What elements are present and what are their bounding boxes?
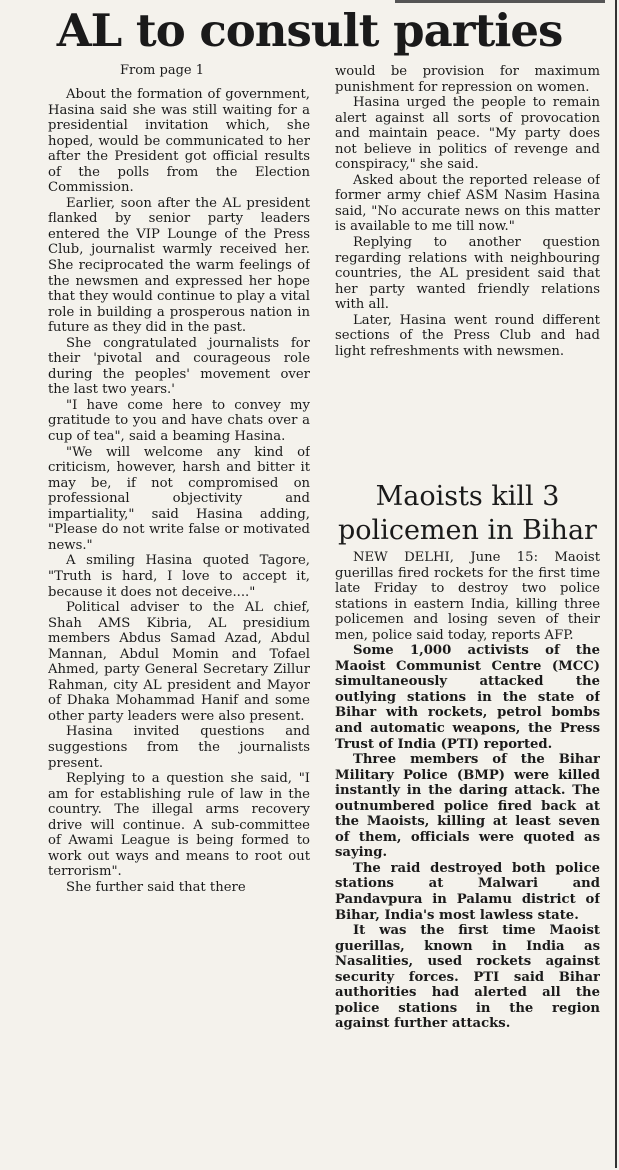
paragraph: Asked about the reported release of former army chief ASM Nasim Hasina said, "No accurate news on this matter is available to me till now."	[335, 172, 600, 235]
paragraph: About the formation of government, Hasina said she was still waiting for a presidential invitation which, she hoped, would be communicated to her after the President got official results of the polls from the Election Commission.	[48, 87, 310, 196]
paragraph: Some 1,000 activists of the Maoist Communist Centre (MCC) simultaneously attacked the outlying stations in the state of Bihar with rockets, petrol bombs and automatic weapons, the Press Trust of India (PTI) reported.	[335, 643, 600, 752]
headline: AL to consult parties	[56, 4, 563, 57]
paragraph: The raid destroyed both police stations at Malwari and Pandavpura in Palamu district of Bihar, India's most lawless state.	[335, 860, 600, 923]
paragraph: Replying to another question regarding relations with neighbouring countries, the AL president said that her party wanted friendly relations with all.	[335, 235, 600, 313]
paragraph: Hasina invited questions and suggestions from the journalists present.	[48, 724, 310, 771]
paragraph: She further said that there	[66, 879, 246, 895]
paragraph: Political adviser to the AL chief, Shah AMS Kibria, AL presidium members Abdus Samad Azad, Abdul Mannan, Abdul Momin and Tofael Ahmed, party General Secretary Zillur Rahman, city AL president and Mayor of Dhaka Mohammad Hanif and some other party leaders were also present.	[48, 600, 310, 724]
paragraph: Earlier, soon after the AL president flanked by senior party leaders entered the VIP Lounge of the Press Club, journalist warmly received her. She reciprocated the warm feelings of the newsmen and expressed her hope that they would continue to play a vital role in building a prosperous nation in future as they did in the past.	[48, 195, 310, 336]
paragraph: "I have come here to convey my gratitude to you and have chats over a cup of tea", said a beaming Hasina.	[48, 397, 310, 445]
paragraph: Later, Hasina went round different sections of the Press Club and had light refreshments with newsmen.	[335, 312, 600, 359]
article-column-2	[335, 64, 600, 464]
paragraph: It was the first time Maoist guerillas, known in India as Nasalities, used rockets against security forces. PTI said Bihar authorities had alerted all the police stations in the region against further attacks.	[335, 923, 600, 1032]
second-headline: Maoists kill 3 policemen in Bihar	[338, 481, 597, 546]
article-column-1	[48, 87, 310, 1167]
paragraph: She congratulated journalists for their 'pivotal and courageous role during the peoples' movement over the last two years.'	[48, 335, 310, 398]
paragraph: Three members of the Bihar Military Police (BMP) were killed instantly in the daring attack. The outnumbered police fired back at the Maoists, killing at least seven of them, officials were quoted as saying.	[335, 752, 600, 861]
top-rule	[395, 0, 605, 3]
paragraph: would be provision for maximum punishment for repression on women.	[335, 64, 600, 95]
dateline: From page 1	[120, 63, 205, 78]
paragraph: "We will welcome any kind of criticism, however, harsh and bitter it may be, if not compromised on professional objectivity and impartiality," said Hasina adding, "Please do not write false or motivated news."	[48, 444, 310, 553]
paragraph: Replying to a question she said, "I am for establishing rule of law in the country. The illegal arms recovery drive will continue. A sub-committee of Awami League is being formed to work out ways and means to root out terrorism".	[48, 771, 310, 880]
paragraph: NEW DELHI, June 15: Maoist guerillas fired rockets for the first time late Friday to destroy two police stations in eastern India, killing three policemen and losing seven of their men, police said today, reports AFP.	[335, 550, 600, 643]
paragraph: A smiling Hasina quoted Tagore, "Truth is hard, I love to accept it, because it does not deceive...."	[48, 553, 310, 600]
paragraph: Hasina urged the people to remain alert against all sorts of provocation and maintain peace. "My party does not believe in politics of revenge and conspiracy," she said.	[335, 95, 600, 173]
article-column-3	[335, 550, 600, 1155]
